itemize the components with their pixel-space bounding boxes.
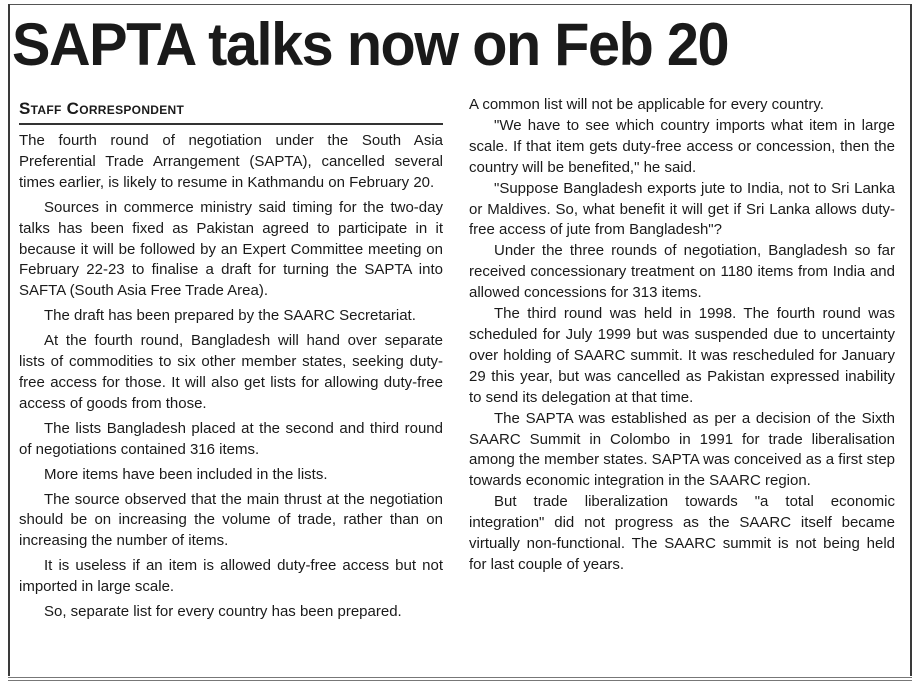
paragraph: More items have been included in the lists. bbox=[44, 465, 328, 483]
byline: Staff Correspondent bbox=[19, 98, 443, 125]
paragraph: At the fourth round, Bangladesh will hand over separate lists of commodities to six other member states, seeking duty-free access for those. It will also get lists for allowing duty-free access of goods from those. bbox=[19, 332, 443, 412]
paragraph: So, separate list for every country has been prepared. bbox=[44, 603, 402, 621]
paragraph: The lists Bangladesh placed at the second and third round of negotiations contained 316 items. bbox=[19, 419, 443, 458]
paragraph: Sources in commerce ministry said timing for the two-day talks has been fixed as Pakistan agreed to participate in it because it will be followed by an Expert Committee meeting on February 22-23 to finalise a draft for turning the SAPTA into SAFTA (South Asia Free Trade Area). bbox=[19, 198, 443, 300]
paragraph: "We have to see which country imports what item in large scale. If that item gets duty-free access or concession, then the country will be benefited," he said. bbox=[469, 116, 895, 176]
left-column bbox=[19, 131, 443, 623]
paragraph: The source observed that the main thrust at the negotiation should be on increasing the volume of trade, rather than on increasing the number of items. bbox=[19, 490, 443, 550]
right-column bbox=[469, 95, 895, 576]
paragraph: The third round was held in 1998. The fourth round was scheduled for July 1999 but was suspended due to uncertainty over holding of SAARC summit. It was rescheduled for January 29 this year, but was cancelled as Pakistan expressed inability to send its delegation at that time. bbox=[469, 305, 895, 406]
paragraph: The draft has been prepared by the SAARC Secretariat. bbox=[44, 307, 416, 325]
paragraph: A common list will not be applicable for every country. bbox=[469, 96, 824, 113]
paragraph: It is useless if an item is allowed duty-free access but not imported in large scale. bbox=[19, 557, 443, 596]
paragraph: Under the three rounds of negotiation, Bangladesh so far received concessionary treatment on 1180 items from India and allowed concessions for 313 items. bbox=[469, 242, 895, 302]
paragraph: But trade liberalization towards "a total economic integration" did not progress as the SAARC itself became virtually non-functional. The SAARC summit is not being held for last couple of years. bbox=[469, 493, 895, 573]
paragraph: The fourth round of negotiation under the South Asia Preferential Trade Arrangement (SAPTA), cancelled several times earlier, is likely to resume in Kathmandu on February 20. bbox=[19, 132, 443, 191]
paragraph: "Suppose Bangladesh exports jute to India, not to Sri Lanka or Maldives. So, what benefit it will get if Sri Lanka allows duty-free access of jute from Bangladesh"? bbox=[469, 179, 895, 239]
headline: SAPTA talks now on Feb 20 bbox=[12, 11, 729, 78]
bottom-rule bbox=[8, 677, 912, 681]
paragraph: The SAPTA was established as per a decision of the Sixth SAARC Summit in Colombo in 1991 for trade liberalisation among the member states. SAPTA was conceived as a first step towards economic integration in the SAARC region. bbox=[469, 409, 895, 490]
